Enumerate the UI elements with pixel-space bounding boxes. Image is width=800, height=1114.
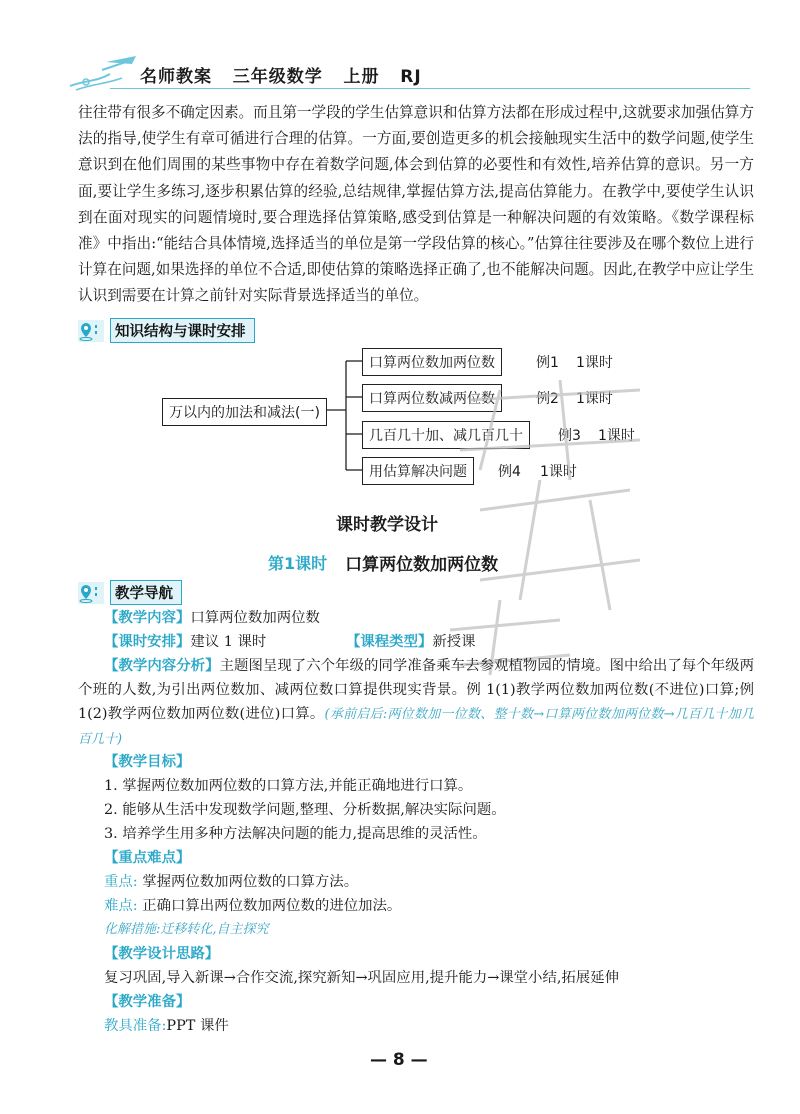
intro-paragraph: 往往带有很多不确定因素。而且第一学段的学生估算意识和估算方法都在形成过程中,这就要求加强估算方法的指导,使学生有章可循进行合理的估算。一方面,要创造更多的机会接触现实生活中的数学问题,使学生意识到在他们周围的某些事物中存在着数学问题,体会到估算的必要性和有效性,培养估算的意识。另一方面,要让学生多练习,逐步积累估算的经验,总结规律,掌握估算方法,提高估算能力。在教学中,要使学生认识到在面对现实的问题情境时,要合理选择估算策略,感受到估算是一种解决问题的有效策略。《数学课程标准》中指出:“能结合具体情境,选择适当的单位是第一学段估算的核心。”估算往往要涉及在哪个数位上进行计算在问题,如果选择的单位不合适,即使估算的策略选择正确了,也不能解决问题。因此,在教学中应让学生认识到需要在计算之前针对实际背景选择适当的单位。 bbox=[78, 104, 754, 305]
nav-section-label: 教学导航 bbox=[110, 580, 182, 605]
key-point-value: 掌握两位数加两位数的口算方法。 bbox=[142, 874, 359, 890]
idea-text: 复习巩固,导入新课→合作交流,探究新知→巩固应用,提升能力→课堂小结,拓展延伸 bbox=[104, 970, 619, 986]
key-label: 【重点难点】 bbox=[104, 849, 191, 866]
difficulty-label: 难点: bbox=[104, 898, 138, 914]
course-type-label: 【课程类型】 bbox=[346, 633, 433, 650]
lesson-header bbox=[268, 550, 498, 575]
nav-section-header bbox=[78, 580, 182, 605]
schedule-row bbox=[104, 630, 266, 654]
tree-branch-1-example: 例1 bbox=[536, 355, 559, 371]
page-number: — 8 — bbox=[370, 1050, 428, 1070]
course-type-value: 新授课 bbox=[432, 634, 476, 650]
tree-branch-1-topic: 口算两位数加两位数 bbox=[362, 348, 502, 376]
difficulty-row bbox=[104, 894, 401, 918]
knowledge-section-label: 知识结构与课时安排 bbox=[110, 318, 255, 343]
analysis-text: 主题图呈现了六个年级的同学准备乘车去参观植物园的情境。图中给出了每个年级两个班的人数,为引出两位数加、减两位数口算提供现实背景。例 1(1)教学两位数加两位数(不进位)口算;例 1(2)教学两位数加两位数(进位)口算。 bbox=[78, 658, 754, 722]
header-title: 名师教案 三年级数学 上册 RJ bbox=[140, 67, 422, 87]
tree-branch-4-example: 例4 bbox=[498, 464, 521, 480]
prep-heading bbox=[104, 990, 190, 1014]
goal-item-2: 2. 能够从生活中发现数学问题,整理、分析数据,解决实际问题。 bbox=[104, 802, 506, 818]
tree-branch-4-periods: 1课时 bbox=[540, 464, 577, 480]
prep-label: 【教学准备】 bbox=[104, 993, 191, 1010]
course-type-row bbox=[346, 630, 476, 654]
teaching-content-row bbox=[104, 606, 320, 630]
idea-heading bbox=[104, 942, 219, 966]
design-title: 课时教学设计 bbox=[336, 515, 438, 535]
lesson-number: 第1课时 bbox=[268, 554, 328, 573]
idea-label: 【教学设计思路】 bbox=[104, 945, 220, 962]
schedule-value: 建议 1 课时 bbox=[190, 634, 267, 650]
goal-item-3: 3. 培养学生用多种方法解决问题的能力,提高思维的灵活性。 bbox=[104, 826, 487, 842]
goals-heading bbox=[104, 750, 190, 774]
teaching-content-label: 【教学内容】 bbox=[104, 609, 191, 626]
prep-row bbox=[104, 1014, 229, 1038]
key-heading bbox=[104, 846, 190, 870]
tree-root: 万以内的加法和减法(一) bbox=[162, 398, 327, 426]
tree-branch-3-example: 例3 bbox=[558, 428, 581, 444]
tree-branch-2-periods: 1课时 bbox=[576, 391, 613, 407]
tree-branch-2-topic: 口算两位数减两位数 bbox=[362, 384, 502, 412]
schedule-label: 【课时安排】 bbox=[104, 633, 191, 650]
goal-item-1: 1. 掌握两位数加两位数的口算方法,并能正确地进行口算。 bbox=[104, 778, 473, 794]
tree-branch-4-topic: 用估算解决问题 bbox=[362, 457, 474, 485]
tree-branch-1-periods: 1课时 bbox=[576, 355, 613, 371]
teaching-content-value: 口算两位数加两位数 bbox=[190, 610, 320, 626]
lesson-title: 口算两位数加两位数 bbox=[345, 555, 499, 575]
tree-branch-3-topic: 几百几十加、减几百几十 bbox=[362, 421, 530, 449]
analysis-label: 【教学内容分析】 bbox=[104, 657, 220, 674]
resolve-note: 化解措施:迁移转化,自主探究 bbox=[104, 922, 269, 937]
key-point-row bbox=[104, 870, 358, 894]
goals-label: 【教学目标】 bbox=[104, 753, 191, 770]
prep-key: 教具准备: bbox=[104, 1018, 167, 1034]
pin-icon bbox=[78, 582, 104, 604]
key-point-label: 重点: bbox=[104, 874, 138, 890]
tree-branch-2-example: 例2 bbox=[536, 391, 559, 407]
analysis-note: (承前启后:两位数加一位数、整十数→口算两位数加两位数→几百几十加几百几十) bbox=[78, 707, 754, 747]
analysis-block bbox=[78, 654, 754, 752]
difficulty-value: 正确口算出两位数加两位数的进位加法。 bbox=[142, 898, 402, 914]
tree-branch-3-periods: 1课时 bbox=[598, 428, 635, 444]
prep-value: PPT 课件 bbox=[166, 1018, 229, 1034]
